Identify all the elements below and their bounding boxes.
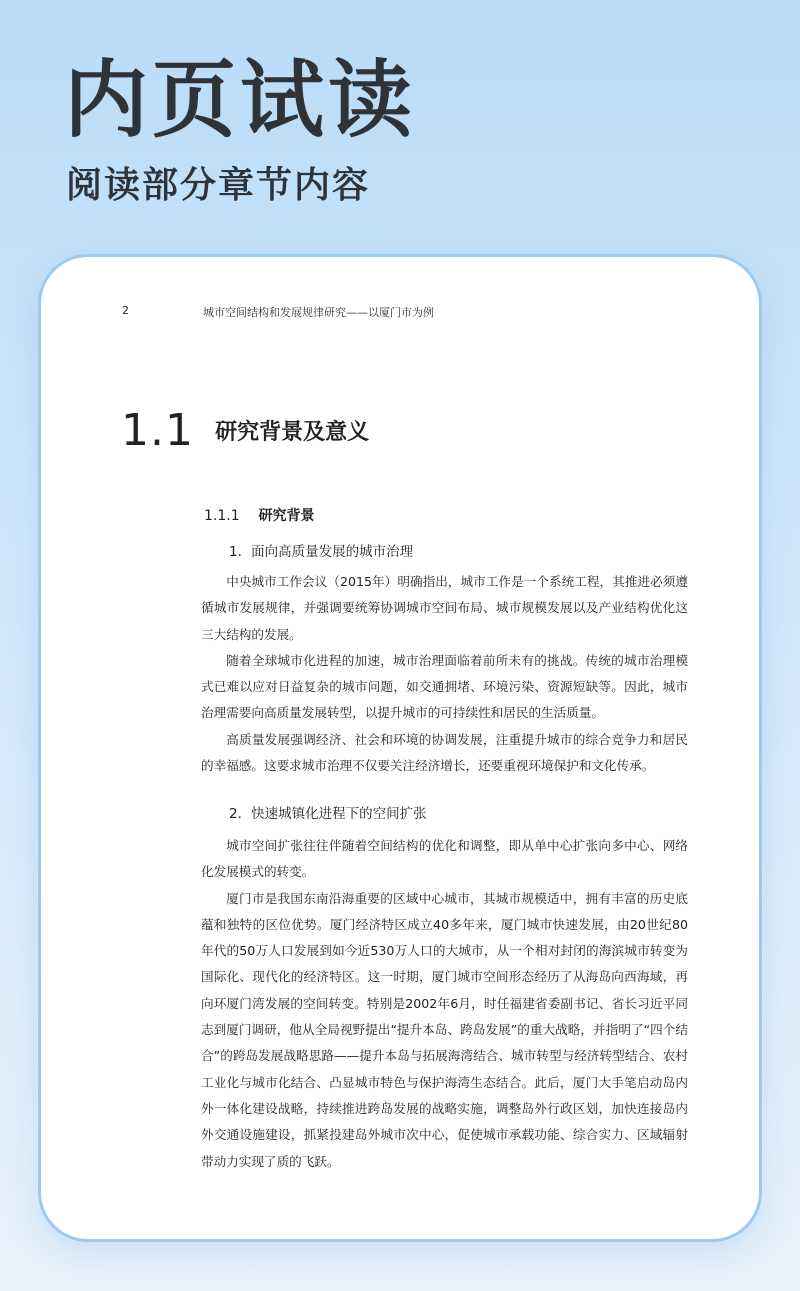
paragraph: 高质量发展强调经济、社会和环境的协调发展，注重提升城市的综合竞争力和居民的幸福感。这要求城市治理不仅要关注经济增长，还要重视环境保护和文化传承。 bbox=[201, 731, 688, 774]
running-header: 城市空间结构和发展规律研究——以厦门市为例 bbox=[203, 306, 434, 319]
paragraph: 城市空间扩张往往伴随着空间结构的优化和调整，即从单中心扩张向多中心、网络化发展模式的转变。 bbox=[201, 838, 688, 880]
paragraph: 中央城市工作会议（2015年）明确指出，城市工作是一个系统工程，其推进必须遵循城市发展规律，并强调要统筹协调城市空间布局、城市规模发展以及产业结构优化这三大结构的发展。 bbox=[201, 574, 688, 642]
item-heading-2: 2．快速城镇化进程下的空间扩张 bbox=[229, 806, 427, 822]
page-preview-card bbox=[38, 254, 762, 1242]
banner-title: 内页试读 bbox=[64, 51, 417, 149]
section-title: 研究背景及意义 bbox=[215, 420, 370, 445]
section-number: 1.1 bbox=[121, 405, 194, 456]
item1-body bbox=[201, 569, 688, 779]
item2-body bbox=[201, 833, 688, 1175]
paragraph: 随着全球城市化进程的加速，城市治理面临着前所未有的挑战。传统的城市治理模式已难以应对日益复杂的城市问题，如交通拥堵、环境污染、资源短缺等。因此，城市治理需要向高质量发展转型，以提升城市的可持续性和居民的生活质量。 bbox=[201, 652, 688, 721]
subsection-number: 1.1.1 bbox=[204, 508, 240, 524]
section-heading bbox=[121, 405, 369, 456]
subsection-title: 研究背景 bbox=[258, 508, 315, 524]
item-heading-1: 1．面向高质量发展的城市治理 bbox=[229, 544, 414, 560]
paragraph: 厦门市是我国东南沿海重要的区域中心城市，其城市规模适中，拥有丰富的历史底蕴和独特的区位优势。厦门经济特区成立40多年来，厦门城市快速发展，由20世纪80年代的50万人口发展到如今近530万人口的大城市，从一个相对封闭的海滨城市转变为国际化、现代化的经济特区。这一时期，厦门城市空间形态经历了从海岛向西海域，再向环厦门湾发展的空间转变。特别是2002年6月，时任福建省委副书记、省长习近平同志到厦门调研，他从全局视野提出“提升本岛、跨岛发展”的重大战略，并指明了“四个结合”的跨岛发展战略思路——提升本岛与拓展海湾结合、城市转型与经济转型结合、农村工业化与城市化结合、凸显城市特色与保护海湾生态结合。此后，厦门大手笔启动岛内外一体化建设战略，持续推进跨岛发展的战略实施，调整岛外行政区划，加快连接岛内外交通设施建设，抓紧投建岛外城市次中心，促使城市承载功能、综合实力、区域辐射带动力实现了质的飞跃。 bbox=[201, 890, 688, 1169]
banner-subtitle: 阅读部分章节内容 bbox=[66, 165, 371, 206]
page-number: 2 bbox=[122, 304, 129, 317]
subsection-heading bbox=[204, 505, 315, 525]
